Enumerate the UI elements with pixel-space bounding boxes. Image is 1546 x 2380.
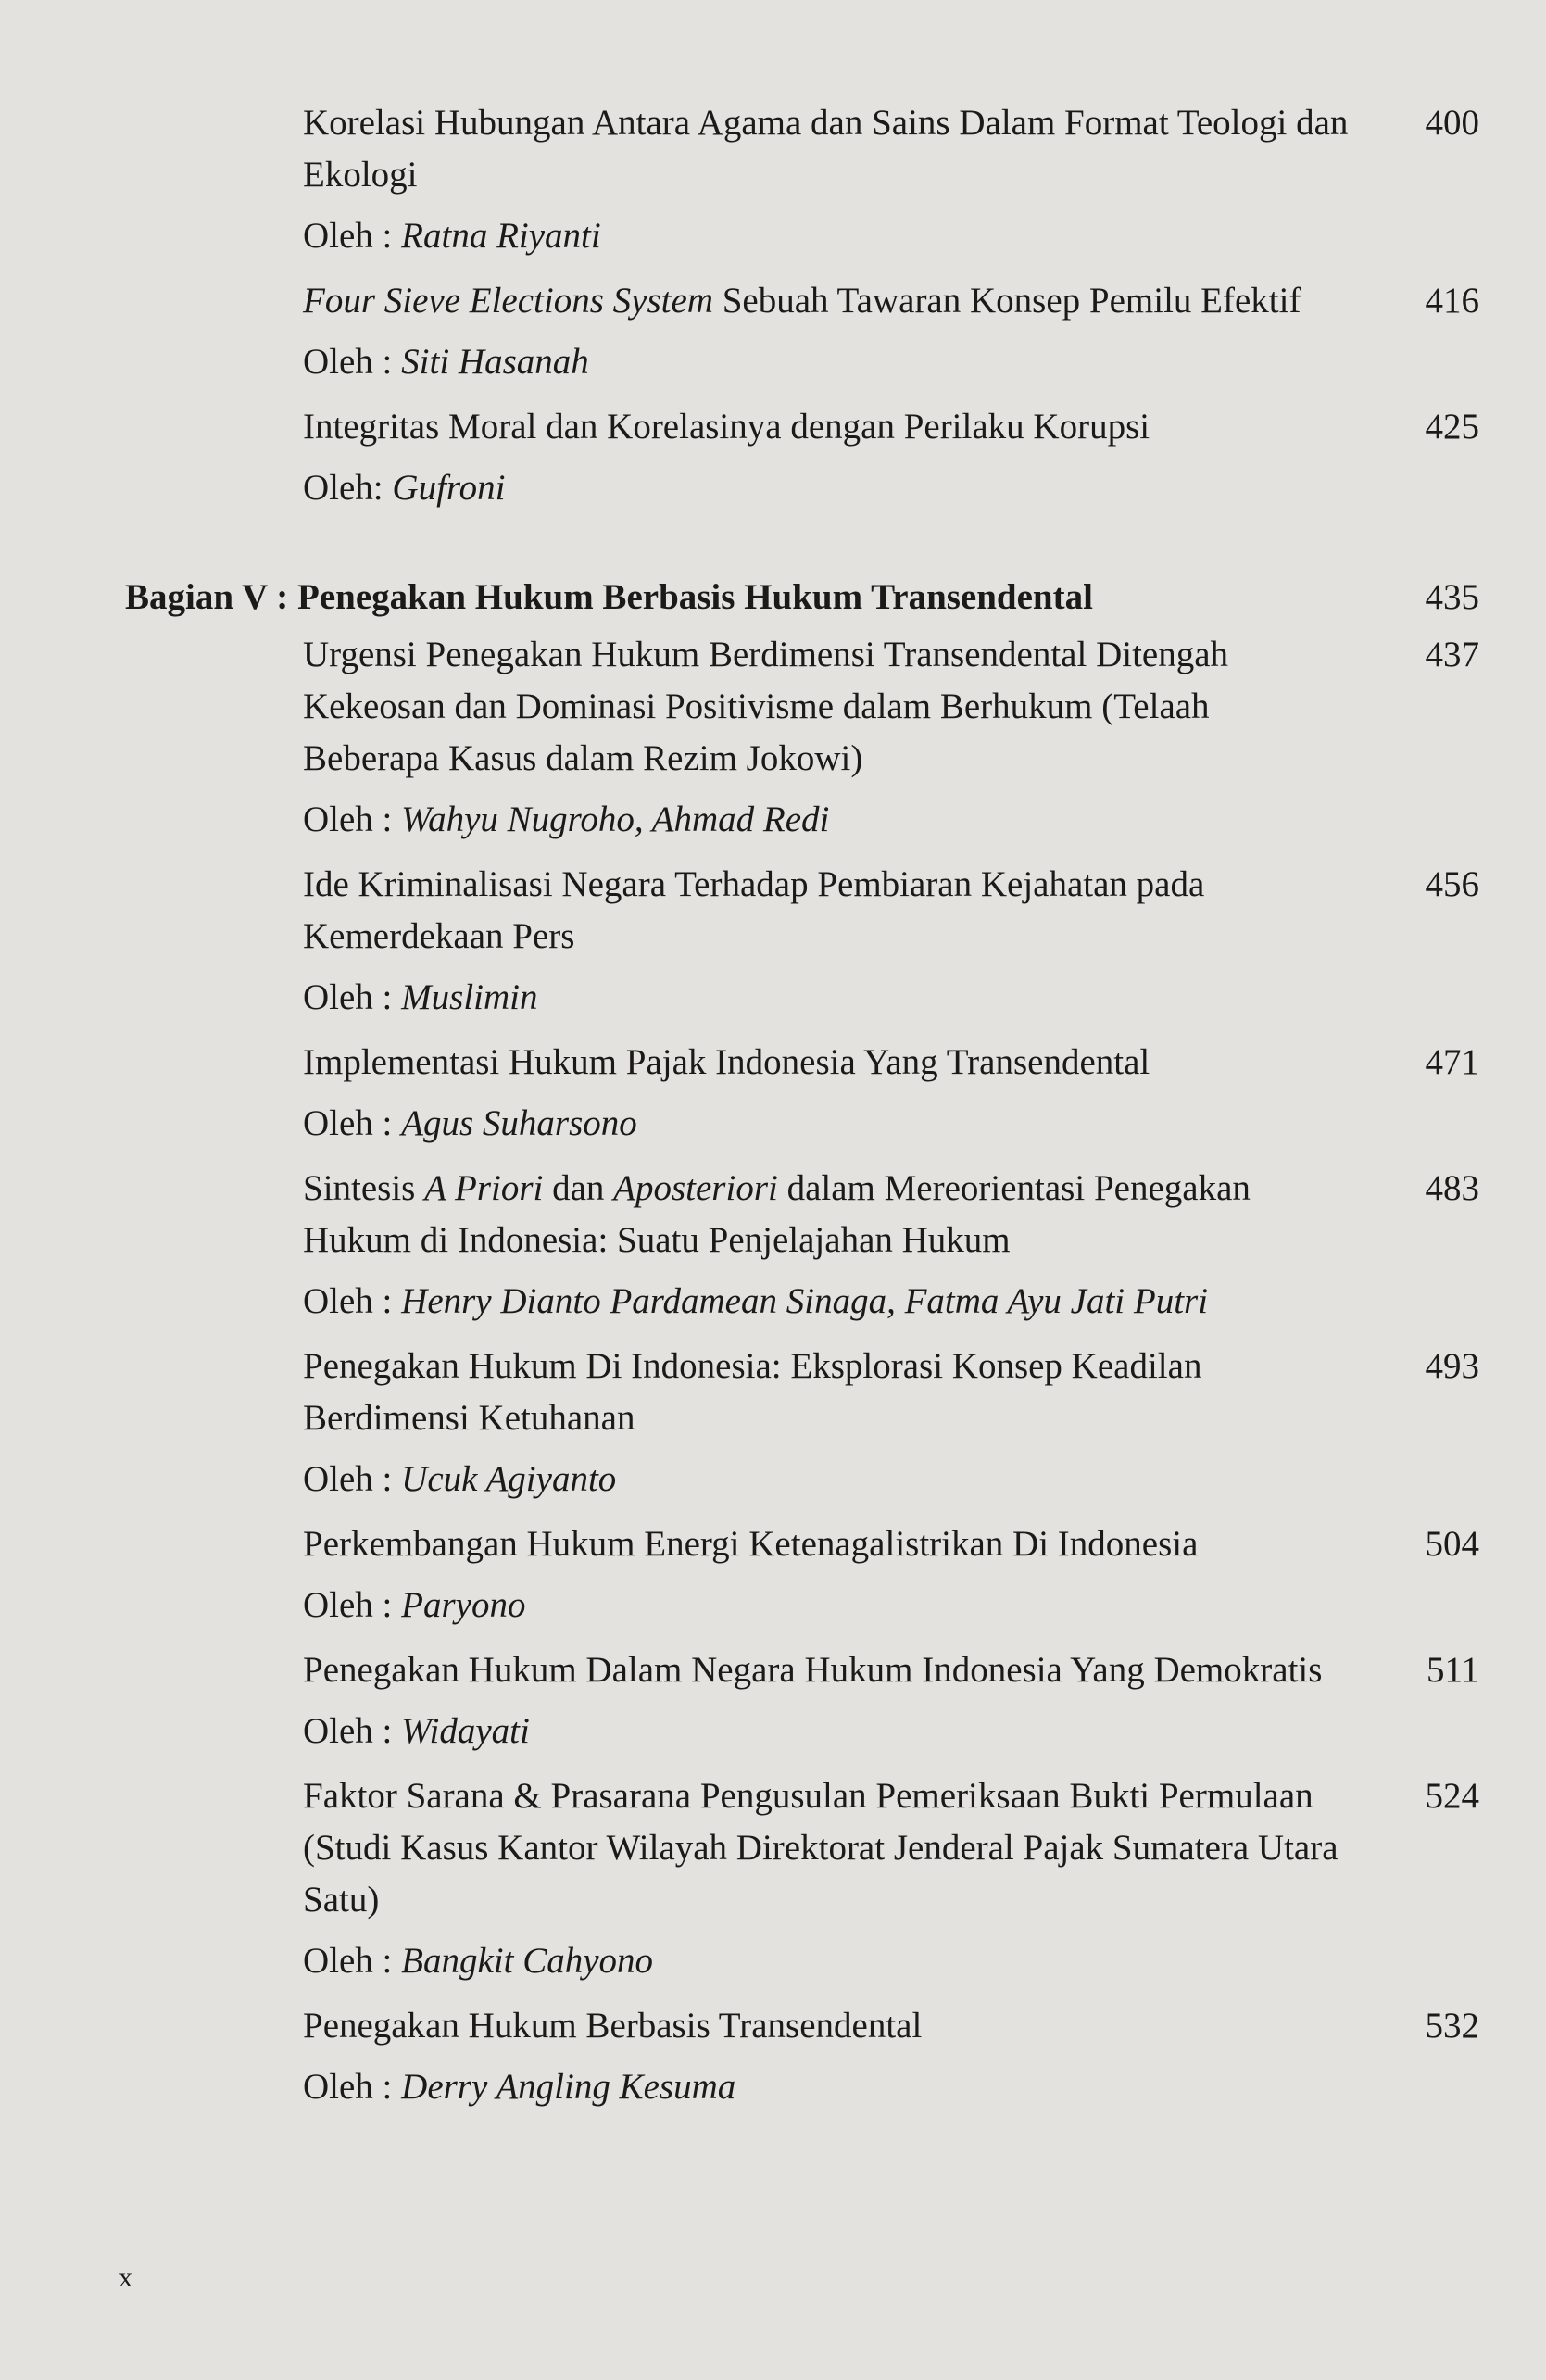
toc-entry	[303, 1341, 1507, 1505]
entry-page-number: 416	[1425, 281, 1479, 321]
entry-title-part: Faktor Sarana & Prasarana Pengusulan Pemeriksaan Bukti Permulaan (Studi Kasus Kantor Wilayah Direktorat Jenderal Pajak Sumatera Utara Satu)	[303, 1776, 1339, 1920]
toc-entry	[303, 1037, 1507, 1150]
entry-title	[303, 1341, 1350, 1444]
entry-title-part: dalam Mereorientasi Penegakan Hukum di Indonesia: Suatu Penjelajahan Hukum	[303, 1168, 1251, 1260]
entry-title	[303, 401, 1350, 453]
author-name: Henry Dianto Pardamean Sinaga, Fatma Ayu Jati Putri	[401, 1281, 1209, 1321]
entry-page-number: 437	[1425, 635, 1479, 674]
entry-title-part: Penegakan Hukum Di Indonesia: Eksplorasi Konsep Keadilan Berdimensi Ketuhanan	[303, 1346, 1202, 1438]
entries-before-section	[0, 97, 1546, 514]
entry-page-number: 425	[1425, 407, 1479, 447]
entry-page-number: 511	[1426, 1650, 1479, 1690]
section-title: Bagian V : Penegakan Hukum Berbasis Hukum Transendental	[125, 577, 1093, 617]
entry-author-line	[303, 2061, 1507, 2113]
toc-entry	[303, 859, 1507, 1024]
entry-title	[303, 1770, 1350, 1926]
section-page-number: 435	[1425, 577, 1479, 617]
author-prefix: Oleh :	[303, 1711, 402, 1751]
toc-entry	[303, 97, 1507, 262]
entry-author-line	[303, 1276, 1507, 1328]
toc-entry	[303, 2000, 1507, 2113]
author-name: Bangkit Cahyono	[401, 1941, 654, 1981]
entry-page-number: 471	[1425, 1042, 1479, 1082]
entry-title-part: Urgensi Penegakan Hukum Berdimensi Transendental Ditengah Kekeosan dan Dominasi Positivisme dalam Berhukum (Telaah Beberapa Kasus dalam Rezim Jokowi)	[303, 635, 1229, 778]
author-name: Ratna Riyanti	[401, 216, 601, 256]
entry-title	[303, 1037, 1350, 1089]
entry-title-part: A Priori	[424, 1168, 544, 1208]
entry-author-line	[303, 336, 1507, 388]
page-folio: x	[119, 2262, 132, 2293]
author-name: Ucuk Agiyanto	[401, 1459, 617, 1499]
toc-entry	[303, 1518, 1507, 1631]
entry-page-number: 456	[1425, 864, 1479, 904]
entry-title	[303, 859, 1350, 963]
entry-title	[303, 629, 1350, 785]
author-prefix: Oleh:	[303, 468, 393, 508]
entries-after-section	[0, 629, 1546, 2113]
entry-title-part: Korelasi Hubungan Antara Agama dan Sains Dalam Format Teologi dan Ekologi	[303, 103, 1349, 195]
entry-title-part: Penegakan Hukum Dalam Negara Hukum Indonesia Yang Demokratis	[303, 1650, 1323, 1690]
author-prefix: Oleh :	[303, 2067, 402, 2107]
entry-title-part: Implementasi Hukum Pajak Indonesia Yang Transendental	[303, 1042, 1150, 1082]
entry-title-part: dan	[543, 1168, 614, 1208]
author-prefix: Oleh :	[303, 216, 402, 256]
entry-author-line	[303, 1098, 1507, 1150]
entry-title	[303, 1644, 1350, 1696]
entry-page-number: 504	[1425, 1524, 1479, 1564]
author-name: Siti Hasanah	[401, 342, 589, 382]
entry-page-number: 532	[1425, 2006, 1479, 2046]
entry-author-line	[303, 462, 1507, 514]
entry-title-part: Aposteriori	[613, 1168, 778, 1208]
entry-title	[303, 1163, 1350, 1266]
author-prefix: Oleh :	[303, 977, 402, 1017]
entry-title-part: Penegakan Hukum Berbasis Transendental	[303, 2006, 923, 2046]
author-prefix: Oleh :	[303, 1459, 402, 1499]
entry-title-part: Four Sieve Elections System	[303, 281, 713, 321]
entry-page-number: 483	[1425, 1168, 1479, 1208]
author-name: Widayati	[401, 1711, 530, 1751]
table-of-contents	[0, 97, 1546, 2126]
author-prefix: Oleh :	[303, 1585, 402, 1625]
entry-title-part: Sintesis	[303, 1168, 425, 1208]
entry-page-number: 493	[1425, 1346, 1479, 1386]
entry-author-line	[303, 1935, 1507, 1987]
entry-page-number: 400	[1425, 103, 1479, 143]
entry-title	[303, 275, 1350, 327]
author-name: Gufroni	[392, 468, 506, 508]
toc-entry	[303, 401, 1507, 514]
author-name: Derry Angling Kesuma	[401, 2067, 736, 2107]
section-heading	[125, 572, 1507, 623]
entry-title	[303, 97, 1350, 201]
author-prefix: Oleh :	[303, 800, 402, 839]
toc-entry	[303, 629, 1507, 846]
author-name: Paryono	[401, 1585, 526, 1625]
author-name: Muslimin	[401, 977, 538, 1017]
entry-title-part: Perkembangan Hukum Energi Ketenagalistrikan Di Indonesia	[303, 1524, 1199, 1564]
entry-title-part: Integritas Moral dan Korelasinya dengan Perilaku Korupsi	[303, 407, 1150, 447]
toc-entry	[303, 1644, 1507, 1757]
author-prefix: Oleh :	[303, 342, 402, 382]
author-name: Agus Suharsono	[401, 1103, 637, 1143]
entry-author-line	[303, 1454, 1507, 1505]
entry-title	[303, 2000, 1350, 2052]
entry-author-line	[303, 210, 1507, 262]
entry-page-number: 524	[1425, 1776, 1479, 1816]
author-prefix: Oleh :	[303, 1941, 402, 1981]
entry-title	[303, 1518, 1350, 1570]
entry-title-part: Ide Kriminalisasi Negara Terhadap Pembiaran Kejahatan pada Kemerdekaan Pers	[303, 864, 1205, 956]
entry-author-line	[303, 1580, 1507, 1631]
author-prefix: Oleh :	[303, 1103, 402, 1143]
author-name: Wahyu Nugroho, Ahmad Redi	[401, 800, 830, 839]
entry-author-line	[303, 1706, 1507, 1757]
entry-author-line	[303, 794, 1507, 846]
toc-entry	[303, 1163, 1507, 1328]
entry-author-line	[303, 972, 1507, 1024]
entry-title-part: Sebuah Tawaran Konsep Pemilu Efektif	[712, 281, 1301, 321]
toc-entry	[303, 1770, 1507, 1987]
author-prefix: Oleh :	[303, 1281, 402, 1321]
toc-entry	[303, 275, 1507, 388]
